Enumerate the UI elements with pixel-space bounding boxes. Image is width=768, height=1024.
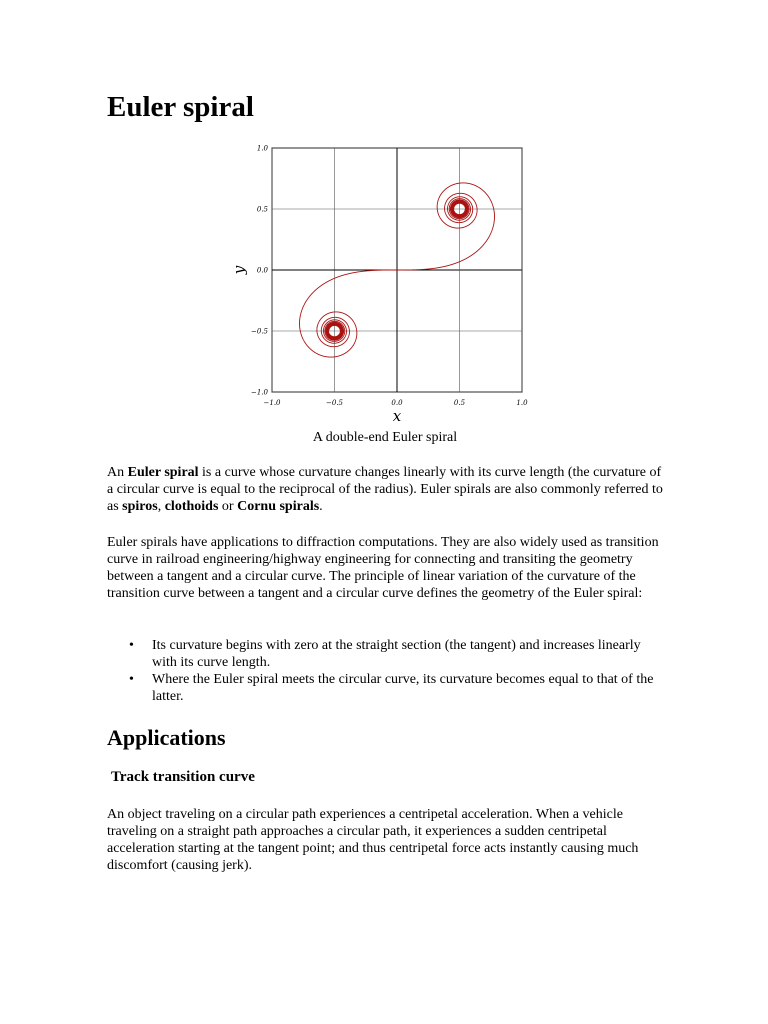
- bullet-list: [107, 637, 667, 705]
- y-tick-label: 0.0: [256, 266, 268, 275]
- term-spiros: spiros: [122, 499, 158, 514]
- page-title: Euler spiral: [107, 91, 254, 123]
- applications-paragraph: Euler spirals have applications to diffraction computations. They are also widely used as transition curve in railroad engineering/highway engineering for connecting and transiting the geometry between a tangent and a circular curve. The principle of linear variation of the curvature of the transition curve between a tangent and a circular curve defines the geometry of the Euler spiral:: [107, 535, 659, 601]
- y-axis-label: y: [230, 265, 248, 275]
- bullet-icon: •: [129, 672, 134, 687]
- figure-caption: A double-end Euler spiral: [312, 430, 458, 445]
- euler-spiral-plot: [230, 142, 530, 427]
- intro-paragraph: An Euler spiral is a curve whose curvature changes linearly with its curve length (the curvature of a circular curve is equal to the reciprocal of the radius). Euler spirals are also commonly referred to as spiros, clothoids or Cornu spirals.: [107, 465, 663, 514]
- y-tick-label: −0.5: [251, 327, 268, 336]
- x-tick-label: 1.0: [516, 399, 528, 407]
- x-axis-label: x: [392, 407, 402, 425]
- x-tick-label: 0.0: [391, 399, 403, 407]
- subsection-heading-track-transition: Track transition curve: [111, 769, 255, 785]
- list-item: • Its curvature begins with zero at the straight section (the tangent) and increases linearly with its curve length.: [129, 638, 641, 670]
- euler-spiral-figure: [230, 142, 530, 427]
- term-euler-spiral: Euler spiral: [127, 465, 199, 480]
- y-tick-label: 0.5: [256, 205, 268, 214]
- list-item: • Where the Euler spiral meets the circular curve, its curvature becomes equal to that of the latter.: [129, 672, 654, 704]
- section-heading-applications: Applications: [107, 725, 226, 750]
- track-transition-paragraph: An object traveling on a circular path experiences a centripetal acceleration. When a vehicle traveling on a straight path approaches a circular path, it experiences a sudden centripetal acceleration starting at the tangent point; and thus centripetal force acts instantly causing much discomfort (causing jerk).: [107, 807, 639, 873]
- x-tick-label: −0.5: [326, 399, 343, 407]
- term-clothoids: clothoids: [164, 499, 219, 514]
- term-cornu-spirals: Cornu spirals: [237, 499, 320, 514]
- y-tick-label: 1.0: [256, 144, 268, 153]
- x-tick-label: −1.0: [263, 399, 281, 407]
- x-tick-label: 0.5: [453, 399, 466, 407]
- bullet-icon: •: [129, 638, 134, 653]
- y-tick-label: −1.0: [251, 388, 268, 397]
